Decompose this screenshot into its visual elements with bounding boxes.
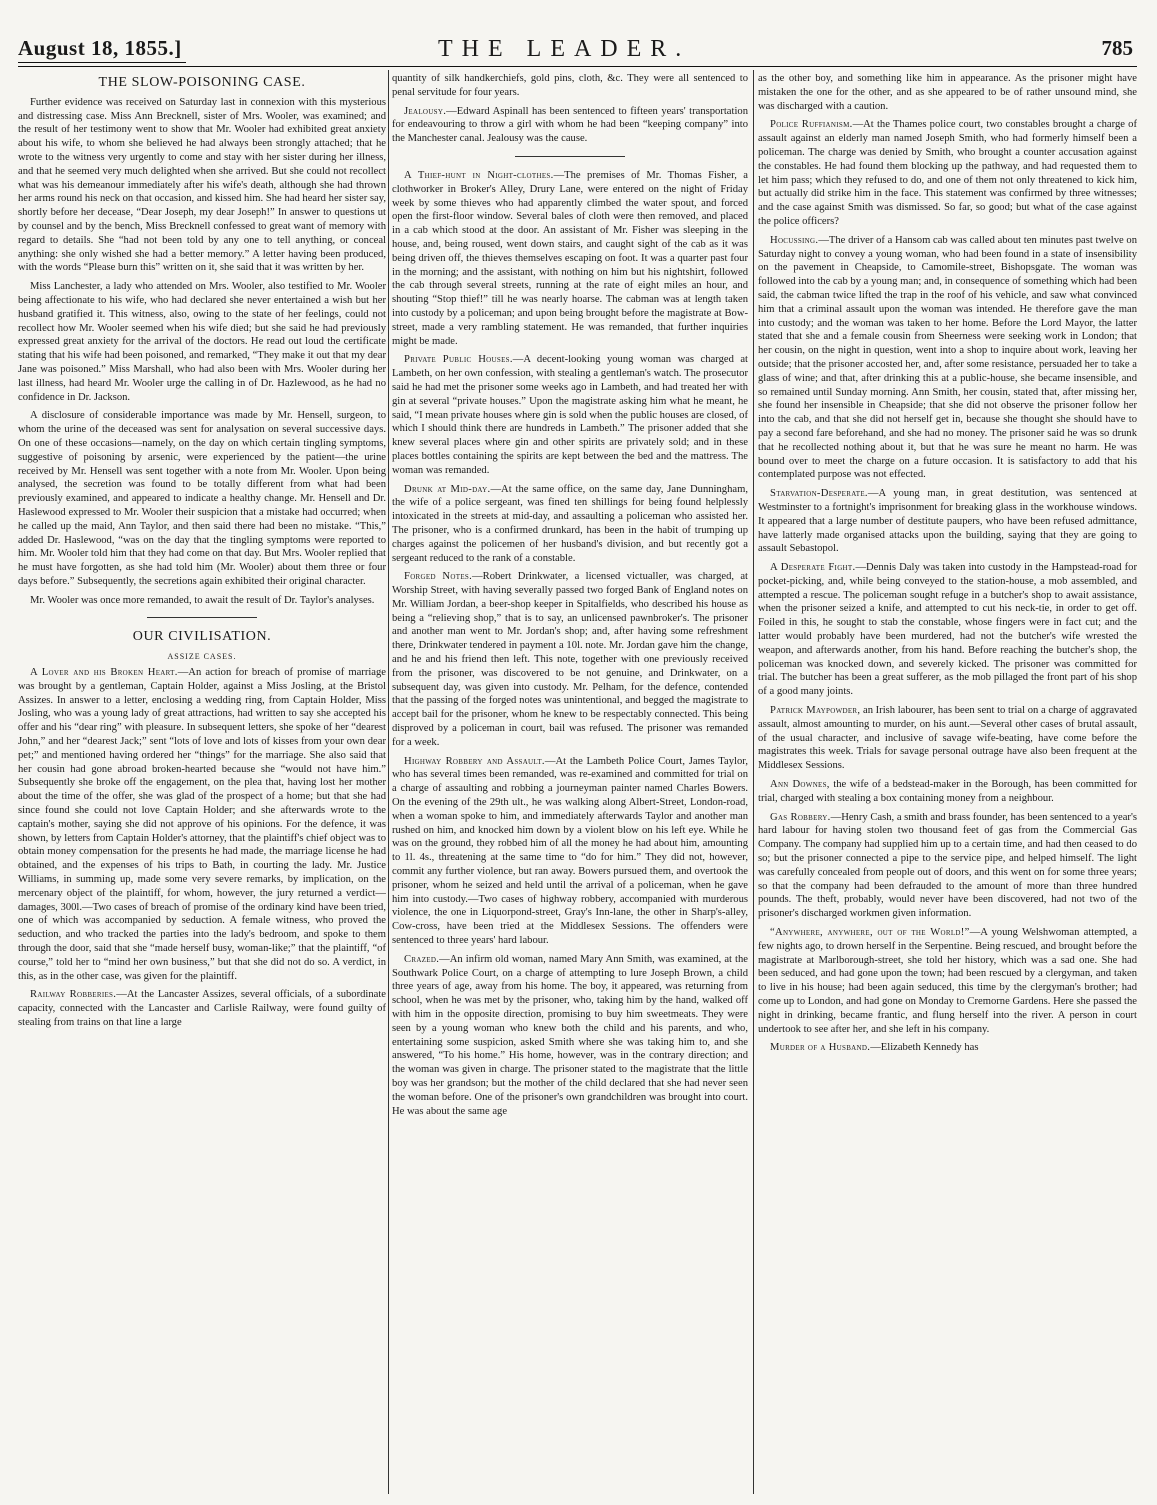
paragraph: A disclosure of considerable importance was made by Mr. Hensell, surgeon, to whom the urine of the deceased was sent for analysation on several successive days. On one of these occasions—namely, on the day on which certain tingling symptoms, suggestive of poisoning by arsenic, were experienced by the patient—the urine received by Mr. Hensell was sent together with a note from Mr. Wooler. Upon being analysed, the secretion was found to be totally different from what had been previously examined, and appeared to indicate a healthy change. Mr. Hensell and Dr. Haslewood expressed to Mr. Wooler their suspicion that a mistake had occurred; when he called up the maid, Ann Taylor, and then said there had been no mistake. “This,” added Dr. Haslewood, “was on the day that the tingling symptoms were reported to him. Mr. Wooler told him that they had come on that day. But Mrs. Wooler replied that he must have forgotten, as she had told him (Mr. Wooler) about them three or four days before.” Subsequently, the secretions again exhibited their original character. [18, 410, 386, 587]
paragraph-lead: Private Public Houses. [404, 354, 513, 366]
paragraph [758, 926, 1137, 1036]
paragraph: quantity of silk handkerchiefs, gold pins, cloth, &c. They were all sentenced to penal servitude for four years. [392, 73, 748, 98]
paragraph-body: —An infirm old woman, named Mary Ann Smith, was examined, at the Southwark Police Court, on a charge of attempting to lure Joseph Brown, a child three years of age, away from his home. The boy, it appeared, was returning from school, when he was met by the prisoner, who, taking him by the hand, walked off with him in the opposite direction, promising to buy him sweetmeats. They were seen by a young woman who knew both the child and his parents, and who, entertaining some suspicion, asked Smith where she was taking him to, and she answered, “To his home.” His home, however, was in the contrary direction; and the woman was given in charge. The prisoner stated to the magistrate that the little boy was her grandson; but the mother of the child declared that she had never seen the woman before. One of the prisoner's own grandchildren was brought into court. He was about the same age [392, 953, 748, 1117]
column-1 [18, 72, 386, 1492]
paragraph-lead: Forged Notes. [404, 571, 473, 583]
paragraph-lead: Murder of a Husband. [770, 1042, 871, 1054]
paragraph [758, 704, 1137, 773]
column-2 [392, 72, 748, 1492]
paragraph-body: —Edward Aspinall has been sentenced to fifteen years' transportation for endeavouring to throw a girl with whom he had been “keeping company” into the Manchester canal. Jealousy was the cause. [392, 105, 748, 145]
paragraph-lead: A Desperate Fight. [770, 562, 856, 574]
page-number: 785 [1101, 36, 1133, 60]
paragraph-body: the wife of a bedstead-maker in the Borough, has been committed for trial, charged with stealing a box containing money from a neighbour. [758, 779, 1137, 804]
column-3 [758, 72, 1137, 1492]
paragraph [758, 811, 1137, 921]
paragraph-lead: Hocussing. [770, 234, 819, 246]
paragraph-lead: Crazed. [404, 953, 440, 965]
paragraph [18, 666, 386, 983]
column-rule-left [388, 70, 389, 1494]
article-heading-slow-poisoning: THE SLOW-POISONING CASE. [98, 75, 306, 90]
subheading-assize-cases: ASSIZE CASES. [167, 652, 237, 662]
paragraph-body: —At the Lambeth Police Court, James Taylor, who has several times been remanded, was re-examined and committed for trial on a charge of assaulting and robbing a journeyman painter named Charles Bowers. On the evening of the 29th ult., he was walking along Albert-Street, London-road, when a woman spoke to him, and immediately afterwards Taylor and another man rushed on him, and knocked him down by a violent blow on his left eye. While he was on the ground, they robbed him of all the money he had about him, amounting to 1l. 4s., threatening at the same time to “do for him.” They did not, however, commit any further violence, but ran away. Bowers pursued them, and overtook the prisoner, whom he seized and held until the arrival of a policeman, when he gave him into custody.—Two cases of highway robbery, accompanied with murderous violence, the one in Liquorpond-street, Gray's Inn-lane, the other in Sharp's-alley, Cow-cross, have been tried at the Middlesex Sessions. The offenders were sentenced to three years' hard labour. [392, 755, 748, 947]
issue-date: August 18, 1855.] [18, 36, 182, 60]
paragraph [392, 755, 748, 948]
section-divider [515, 156, 625, 157]
paragraph: Further evidence was received on Saturday last in connexion with this mysterious and distressing case. Miss Ann Brecknell, sister of Mrs. Wooler, was examined; and the result of her testimony went to show that Mr. Wooler had exhibited great anxiety about his wife, to whom she believed he had always been strongly attached; that he wrote to the witness very urgently to come and stay with her sister during her illness, and that he seemed very much delighted when she arrived. But she could not recollect what was his demeanour immediately after his wife's death, although she had thrown her arms round his neck on that occasion, and kissed him. She had heard her sister say, shortly before her decease, “Dear Joseph, my dear Joseph!” In answer to questions ut by counsel and by the bench, Miss Brecknell confessed to great want of memory with regard to details. She “had not been told by any one to tell anything, or conceal anything: she only wished she had a better memory.” A letter having been produced, with the words “Please burn this” written on it, she said that it was written by her. [18, 96, 386, 274]
paragraph [392, 570, 748, 749]
paragraph [392, 483, 748, 566]
paragraph-body: —The driver of a Hansom cab was called about ten minutes past twelve on Saturday night to convey a young woman, who had been found in a state of insensibility on the pavement in Cheapside, to Camomile-street, Bishopsgate. The woman was followed into the cab by a young man; and, in consequence of something which had been said, the cabman twice lifted the trap in the roof of his vehicle, and saw what convinced him that a criminal assault upon the woman was intended. He therefore gave the man into custody; and the woman was taken to her home. Before the Lord Mayor, the latter stated that she and a female cousin from Sheerness were seeking work in London; that her cousin, on the night in question, went into a shop to inquire about work, leaving her outside; that the prisoner accosted her, and, after some resistance, persuaded her to take a glass of wine; and that, after drinking this at a public-house, she became insensible, and so remained until Sunday morning. Ann Smith, her cousin, stated that, after missing her, she found her insensible in Cheapside; that she did not observe the prisoner follow her into the cab, and that she did not herself get in, because she thought she should have to pay a second fare beforehand, and she had no money. The prisoner said he was so drunk that he recollected nothing about it, but that he was sure he meant no harm. He was bound over to meet the charge on a future occasion. It is satisfactory to add that his contemplated purpose was not effected. [758, 234, 1137, 481]
newspaper-title: THE LEADER. [438, 36, 691, 62]
article-heading-our-civilisation: OUR CIVILISATION. [132, 629, 272, 645]
paragraph-lead: A Thief-hunt in Night-clothes. [404, 169, 554, 181]
masthead [18, 6, 1137, 67]
paragraph [392, 953, 748, 1119]
paragraph-body: —Henry Cash, a smith and brass founder, has been sentenced to a year's hard labour for having stolen two thousand feet of gas from the Commercial Gas Company. The company had supplied him up to a certain time, and had then ceased to do so; but the prisoner connected a pipe to the service pipe, and helped himself. The light was carefully concealed from people out of doors, and this went on for some three years; so that the company had been defrauded to the amount of more than three hundred pounds. The theft, probably, would never have been discovered, had not two of the prisoner's discharged workmen given information. [758, 811, 1137, 920]
paragraph-body: —The premises of Mr. Thomas Fisher, a clothworker in Broker's Alley, Drury Lane, were entered on the night of Friday week by some thieves who had apparently climbed the water spout, and forced open the first-floor window. Several bales of cloth were then removed, and placed in a cab which stood at the door. An assistant of Mr. Fisher was sleeping in the house, and, being roused, went down stairs, and caught sight of the cab as it was being driven off, the thieves themselves escaping on foot. It was a quarter past four in the morning; and the assistant, with nothing on him but his nightshirt, followed the cab through several streets, running at the rate of eight miles an hour, and shouting “Stop thief!” till he was nearly hoarse. The cabman was at length taken into custody by a policeman; and upon being brought before the magistrate at Bow-street, made a very rambling statement. He was remanded, that further inquiries might be made. [392, 169, 748, 347]
paragraph-body: —At the Thames police court, two constables brought a charge of assault against an elderly man named Joseph Smith, who had formerly himself been a policeman. The charge was denied by Smith, who brought a counter accusation against the constables. He had found them blocking up the pathway, and had requested them to let him pass; which they refused to do, and one of them not only threatened to kick him, but actually did strike him in the face. This statement was confirmed by three witnesses; and the case against Smith was dismissed. So far, so good; but what of the case against the police officers? [758, 119, 1137, 227]
section-divider [147, 617, 257, 618]
paragraph: as the other boy, and something like him in appearance. As the prisoner might have mistaken the one for the other, and as she appeared to be of rather unsound mind, she was discharged with a caution. [758, 73, 1137, 112]
paragraph [392, 169, 748, 348]
paragraph-body: —Robert Drinkwater, a licensed victualler, was charged, at Worship Street, with having severally passed two forged Bank of England notes on Mr. William Jordan, a beer-shop keeper in Spitalfields, who described his house as being a “relieving shop,” that is to say, an unlicensed pawnbroker's. The prisoner and another man went to Mr. Jordan's shop; and, after having some refreshment there, Drinkwater tendered in payment a 10l. note. Mr. Jordan gave him the change, and he and his friend then left. This note, together with one previously received from the prisoner, was discovered to be not genuine, and Drinkwater, on a subsequent day, was given into custody. Mr. Pelham, for the defence, contended that the passing of the forged notes was unintentional, and begged the magistrate to accept bail for the prisoner, whom he knew to be respectably connected. This being disproved by a policeman in court, bail was refused. The prisoner was remanded for a week. [392, 571, 748, 748]
paragraph-lead: A Lover and his Broken Heart. [30, 667, 178, 679]
paragraph-lead: Gas Robbery. [770, 811, 831, 823]
paragraph-lead: “Anywhere, anywhere, out of the World!” [770, 927, 970, 939]
paragraph [758, 561, 1137, 699]
paragraph [392, 105, 748, 146]
paragraph-body: an Irish labourer, has been sent to trial on a charge of aggravated assault, almost amounting to murder, on his aunt.—Several other cases of brutal assault, of the usual character, and inclusive of savage wife-beating, have come before the magistrates this week. Trials for savage personal outrage have also been frequent at the Middlesex Sessions. [758, 705, 1137, 772]
paragraph: Mr. Wooler was once more remanded, to await the result of Dr. Taylor's analyses. [30, 594, 375, 606]
paragraph-body: —A young man, in great destitution, was sentenced at Westminster to a fortnight's imprisonment for breaking glass in the workhouse windows. It appeared that a large number of destitute paupers, who have been refused admittance, have latterly made organised attacks upon the building, saying that they are going to assault Sebastopol. [758, 488, 1137, 555]
paragraph-body: —An action for breach of promise of marriage was brought by a gentleman, Captain Holder, against a Miss Josling, at the Bristol Assizes. In answer to a letter, enclosing a wedding ring, from Captain Holder, Miss Josling, who was a young lady of great attractions, had written to say she accepted his offer and his “dear ring” with pleasure. In subsequent letters, she spoke of her “dearest John,” and her “dearest Jack;” sent “lots of love and lots of kisses from your own dear pet;” and mentioned having ordered her “things” for the marriage. She also said that her cousin had gone abroad broken-hearted because she “would not have him.” Subsequently she broke off the engagement, on the plea that, having lost her mother about the time of the offer, she was glad of the prospect of a home; but that she had since found she could not love Captain Holder; and she afterwards wrote to the captain's mother, saying she did not approve of his opinions. For the defence, it was shown, by letters from Captain Holder's attorney, that the plaintiff's chief object was to obtain money compensation for the presents he had made, the marriage license he had obtained, and the expenses of his trips to Bath, in courting the lady. Mr. Justice Williams, in summing up, made some very severe remarks, by implication, on the mercenary object of the plaintiff, for whom, however, the jury returned a verdict—damages, 300l.—Two cases of breach of promise of the ordinary kind have been tried, one of which was accompanied by seduction. A female witness, who proved the seduction, and who tracked the parties into the lady's bedroom, and spoke to them through the door, said that she “made herself busy, woman-like;” that the plaintiff, “of course,” told her to “mind her own business,” but that she did not do so. A verdict, in this, as in the other case, was given for the plaintiff. [18, 667, 386, 982]
paragraph-lead: Police Ruffianism. [770, 119, 853, 131]
paragraph-lead: Starvation-Desperate. [770, 488, 868, 500]
paragraph [758, 118, 1137, 228]
paragraph [758, 1041, 1137, 1055]
paragraph [392, 353, 748, 477]
paragraph-lead: Patrick Maypowder, [770, 705, 861, 717]
paragraph-body: —A decent-looking young woman was charged at Lambeth, on her own confession, with stealing a gentleman's watch. The prosecutor said he had met the prisoner some weeks ago in Lambeth, and had treated her with gin at several “private houses.” Upon the magistrate asking him what he meant, he said, “I mean private houses where gin is sold when the public houses are closed, of which I should think there are hundreds in Lambeth.” The prisoner added that she knew several places where gin and other spirits are privately sold; and in these places bottles containing the spirits are kept between the bed and the mattress. The woman was remanded. [392, 354, 748, 476]
paragraph: Miss Lanchester, a lady who attended on Mrs. Wooler, also testified to Mr. Wooler being affectionate to his wife, who had declared she never entertained a wish but her husband gratified it. This witness, also, owing to the state of her feelings, could not recollect how Mr. Wooler seemed when his wife died; but she said he had previously expressed great anxiety for the arrival of the doctors. He read out loud the certificate stating that his wife had been poisoned, and remarked, “They make it out that my dear Jane was poisoned.” Miss Marshall, who had also been with Mrs. Wooler during her last illness, had heard Mr. Wooler urge the calling in of Dr. Hazlewood, as he had no confidence in Dr. Jackson. [18, 281, 386, 403]
paragraph-body: —Dennis Daly was taken into custody in the Hampstead-road for pocket-picking, and, while being conveyed to the station-house, a mob assembled, and attempted a rescue. The policeman sought refuge in a butcher's shop to await assistance, when the prisoner seized a knife, and attempted to cut his neck-tie, in order to get off. Foiled in this, he sought to stab the constable, whose fingers were in fact cut; and the latter would probably have been murdered, had not the butcher's wife wrested the weapon, and afterwards another, from his hand. Before reaching the butcher's shop, the policeman was knocked down, and severely kicked. The prisoner was committed for trial. The butcher has been a great sufferer, as the mob pillaged the front part of his shop of a good many joints. [758, 562, 1137, 698]
paragraph-body: —At the Lancaster Assizes, several officials, of a subordinate capacity, connected with the Lancaster and Carlisle Railway, were found guilty of stealing from trains on that line a large [18, 989, 386, 1028]
paragraph [758, 487, 1137, 556]
paragraph-lead: Jealousy. [404, 105, 447, 117]
paragraph-lead: Drunk at Mid-day. [404, 483, 491, 495]
paragraph-lead: Railway Robberies. [30, 989, 117, 1001]
paragraph [18, 988, 386, 1029]
paragraph-lead: Ann Downes, [770, 779, 830, 791]
paragraph [758, 778, 1137, 806]
paragraph-body: —A young Welshwoman attempted, a few nights ago, to drown herself in the Serpentine. Being rescued, and brought before the magistrate at Marlborough-street, she told her history, which was a sad one. She had been seduced, and had gone upon the town; had been rescued by a clergyman, and taken to live in his house; had been again seduced, this time by the clergyman's brother; had come up to London, and had gone on Monday to Cremorne Gardens. Here she passed the night in drinking, became frantic, and flung herself into the river. A person in court undertook to see after her, and she left in his company. [758, 927, 1137, 1035]
paragraph-body: —At the same office, on the same day, Jane Dunningham, the wife of a police sergeant, was fined ten shillings for being found helplessly intoxicated in the streets at mid-day, and assaulting a policeman who assisted her. The prisoner, who is a confirmed drunkard, has been in the habit of trumping up charges against the policemen of her husband's division, and but recently got a sergeant reduced to the rank of a constable. [392, 483, 748, 564]
column-rule-right [753, 70, 754, 1494]
paragraph-body: —Elizabeth Kennedy has [870, 1042, 979, 1054]
paragraph [758, 234, 1137, 482]
paragraph-lead: Highway Robbery and Assault. [404, 755, 545, 767]
